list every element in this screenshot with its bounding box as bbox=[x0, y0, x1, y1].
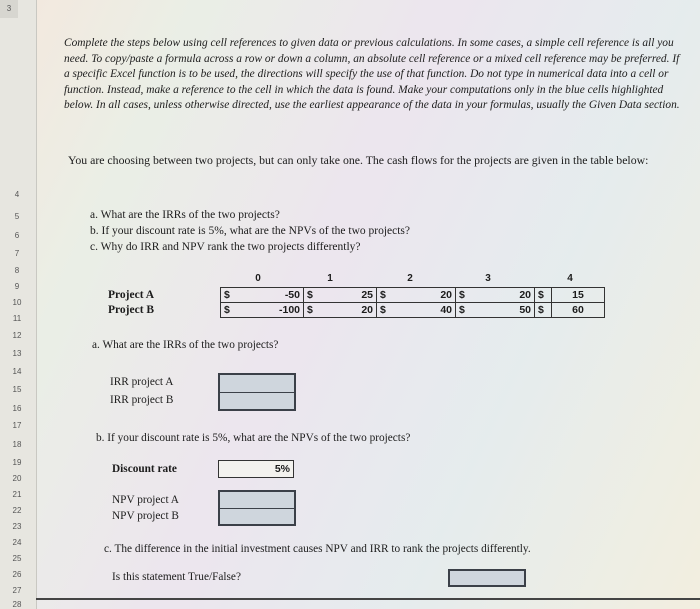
row-number[interactable]: 14 bbox=[12, 367, 22, 376]
row-number[interactable]: 20 bbox=[12, 474, 22, 483]
currency-cell[interactable]: $ bbox=[221, 288, 238, 303]
question-c: c. Why do IRR and NPV rank the two projects differently? bbox=[90, 241, 361, 253]
npv-a-label: NPV project A bbox=[112, 494, 179, 506]
cash-flow-cell[interactable]: 20 bbox=[472, 288, 535, 303]
project-b-label: Project B bbox=[108, 304, 155, 316]
row-number[interactable]: 13 bbox=[12, 349, 22, 358]
cash-flow-cell[interactable]: -100 bbox=[237, 303, 304, 318]
section-a-heading: a. What are the IRRs of the two projects? bbox=[92, 339, 279, 351]
row-number[interactable]: 28 bbox=[12, 600, 22, 609]
question-a: a. What are the IRRs of the two projects? bbox=[90, 209, 280, 221]
irr-b-label: IRR project B bbox=[110, 394, 174, 406]
npv-input-cells[interactable] bbox=[218, 490, 296, 526]
question-b: b. If your discount rate is 5%, what are the NPVs of the two projects? bbox=[90, 225, 411, 237]
row-number[interactable]: 26 bbox=[12, 570, 22, 579]
row-number[interactable]: 19 bbox=[12, 458, 22, 467]
currency-cell[interactable]: $ bbox=[221, 303, 238, 318]
row-number[interactable]: 17 bbox=[12, 421, 22, 430]
row-number[interactable]: 21 bbox=[12, 490, 22, 499]
cash-flow-cell[interactable]: 20 bbox=[393, 288, 456, 303]
row-number[interactable]: 11 bbox=[12, 314, 22, 323]
discount-rate-label: Discount rate bbox=[112, 463, 177, 475]
row-number[interactable]: 6 bbox=[14, 231, 20, 240]
section-b-heading: b. If your discount rate is 5%, what are the NPVs of the two projects? bbox=[96, 432, 411, 444]
row-number[interactable]: 27 bbox=[12, 586, 22, 595]
period-4: 4 bbox=[567, 273, 573, 284]
row-number[interactable]: 23 bbox=[12, 522, 22, 531]
row-number[interactable]: 24 bbox=[12, 538, 22, 547]
period-3: 3 bbox=[485, 273, 491, 284]
cash-flow-cell[interactable]: 60 bbox=[552, 303, 605, 318]
cash-flow-cell[interactable]: 25 bbox=[320, 288, 377, 303]
cash-flow-cell[interactable]: 40 bbox=[393, 303, 456, 318]
row-number[interactable]: 18 bbox=[12, 440, 22, 449]
corner-cell[interactable]: 3 bbox=[0, 0, 18, 18]
currency-cell[interactable]: $ bbox=[377, 288, 394, 303]
row-number[interactable]: 5 bbox=[14, 212, 20, 221]
cash-flow-cell[interactable]: 15 bbox=[552, 288, 605, 303]
row-number[interactable]: 25 bbox=[12, 554, 22, 563]
cash-flow-table bbox=[220, 287, 605, 318]
true-false-input-cell[interactable] bbox=[448, 569, 526, 587]
currency-cell[interactable]: $ bbox=[535, 303, 552, 318]
row-number[interactable]: 22 bbox=[12, 506, 22, 515]
cash-flow-cell[interactable]: -50 bbox=[237, 288, 304, 303]
row-number[interactable]: 12 bbox=[12, 331, 22, 340]
cash-flow-cell[interactable]: 20 bbox=[320, 303, 377, 318]
table-row bbox=[221, 303, 605, 318]
period-1: 1 bbox=[327, 273, 333, 284]
row-number[interactable]: 10 bbox=[12, 298, 22, 307]
row-number[interactable]: 15 bbox=[12, 385, 22, 394]
row-number[interactable]: 4 bbox=[14, 190, 20, 199]
irr-input-cells[interactable] bbox=[218, 373, 296, 411]
intro-text: You are choosing between two projects, but can only take one. The cash flows for the projects are given in the table below: bbox=[68, 153, 649, 167]
cell-divider bbox=[220, 392, 294, 393]
true-false-prompt: Is this statement True/False? bbox=[112, 571, 241, 583]
period-0: 0 bbox=[255, 273, 261, 284]
question-list bbox=[90, 207, 410, 255]
instructions-text: Complete the steps below using cell references to given data or previous calculations. In some cases, a simple cell reference is all you need. To copy/paste a formula across a row or down a column, an absolute cell reference or a mixed cell reference may be preferred. If a specific Excel function is to be used, the directions will specify the use of that function. Do not type in numerical data into a cell or function. Instead, make a reference to the cell in which the data is found. Make your computations only in the blue cells highlighted below. In all cases, unless otherwise directed, use the earliest appearance of the data in your formulas, usually the Given Data section. bbox=[64, 37, 680, 112]
cash-flow-cell[interactable]: 50 bbox=[472, 303, 535, 318]
currency-cell[interactable]: $ bbox=[304, 303, 321, 318]
period-2: 2 bbox=[407, 273, 413, 284]
currency-cell[interactable]: $ bbox=[377, 303, 394, 318]
cell-divider bbox=[220, 508, 294, 509]
row-number[interactable]: 7 bbox=[14, 249, 20, 258]
currency-cell[interactable]: $ bbox=[304, 288, 321, 303]
currency-cell[interactable]: $ bbox=[535, 288, 552, 303]
project-a-label: Project A bbox=[108, 289, 155, 301]
divider bbox=[36, 598, 700, 600]
table-row bbox=[221, 288, 605, 303]
irr-a-label: IRR project A bbox=[110, 376, 174, 388]
npv-b-label: NPV project B bbox=[112, 510, 179, 522]
discount-rate-cell[interactable]: 5% bbox=[218, 460, 294, 478]
currency-cell[interactable]: $ bbox=[456, 303, 473, 318]
row-number[interactable]: 8 bbox=[14, 266, 20, 275]
section-c-statement: c. The difference in the initial investment causes NPV and IRR to rank the projects differently. bbox=[104, 543, 531, 555]
row-number[interactable]: 16 bbox=[12, 404, 22, 413]
currency-cell[interactable]: $ bbox=[456, 288, 473, 303]
row-number[interactable]: 9 bbox=[14, 282, 20, 291]
